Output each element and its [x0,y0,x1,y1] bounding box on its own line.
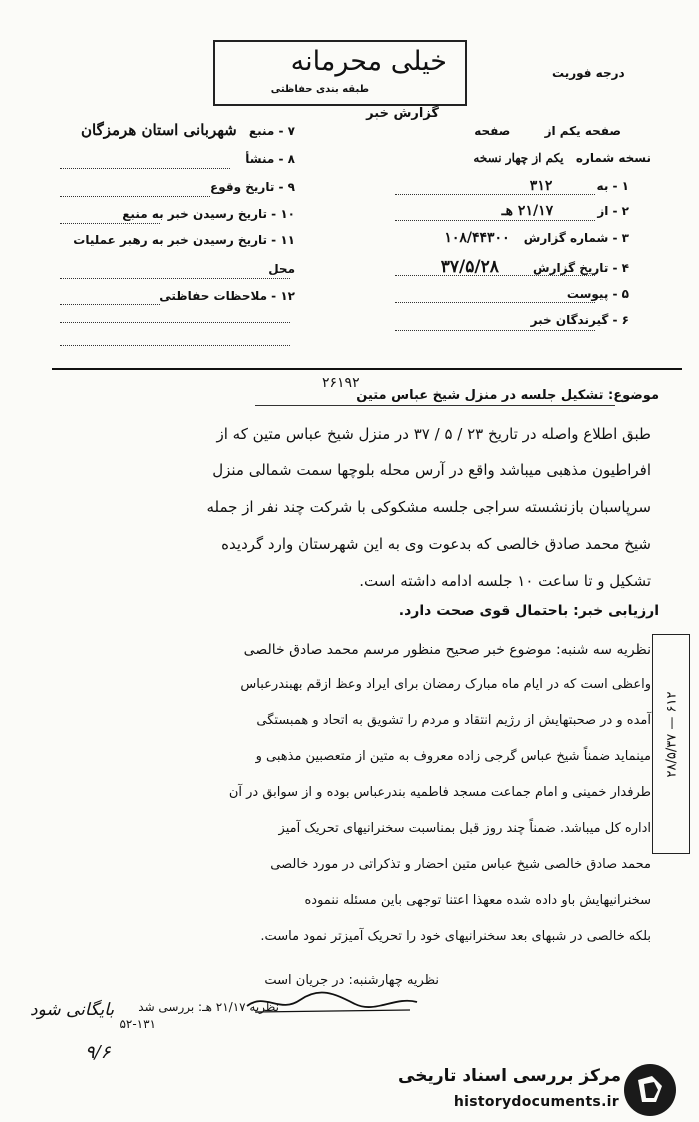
assessment-line: ارزیابی خبر: باحتمال قوی صحت دارد. [398,603,659,619]
signature-scribble [245,988,420,1016]
analysis-line-8: سخنرانیهایش باو داده شده معهذا اعتنا توجهی باین مسئله ننموده [304,893,651,908]
field-value: ۱۰۸/۴۴۳۰۰ [444,230,510,246]
attachment-field [567,287,629,301]
field-value: ۳۷/۵/۲۸ [440,257,499,277]
subject-line: موضوع: تشکیل جلسه در منزل شیخ عباس متین [356,388,659,403]
field-label: ۹ - تاریخ وقوع [210,180,295,194]
field-value: شهربانی استان هرمزگان [81,121,237,139]
stamp-subtitle: طبقه بندی حفاظتی [270,84,369,95]
body-line-3: سرپاسبان بازنشسته سراجی جلسه مشکوکی با شرکت چند نفر از جمله [206,498,651,516]
field-label: نسخه شماره [575,151,651,165]
classification-stamp [213,40,467,106]
field-label: ۷ - منبع [248,124,295,138]
report-date-field [441,257,629,277]
location-field [268,262,295,276]
urgency-label: درجه فوریت [552,66,625,80]
field-label: ۳ - شماره گزارش [523,231,629,245]
report-number-field [444,230,629,246]
site-url[interactable]: historydocuments.ir [453,1094,619,1110]
handwritten-note: بایگانی شود [30,1000,115,1020]
source-field [81,121,295,139]
org-name: مرکز بررسی اسناد تاریخی [398,1066,621,1086]
field-value: ۳۱۲ [529,178,553,194]
field-label: ۸ - منشأ [245,152,295,166]
analysis-line-7: محمد صادق خالصی شیخ عباس متین احضار و تذکراتی در مورد خالصی [270,857,651,872]
occurrence-date-field [210,180,295,194]
separator-line [52,368,682,370]
protection-notes-field [159,289,295,303]
page-field [474,124,621,138]
report-type-title: گزارش خبر [366,106,439,121]
body-line-1: طبق اطلاع واصله در تاریخ ۲۳ / ۵ / ۳۷ در منزل شیخ عباس متین که از [216,425,651,443]
body-line-5: تشکیل و تا ساعت ۱۰ جلسه ادامه داشته است. [359,572,651,590]
copy-number-field [473,151,651,165]
analysis-line-5: طرفدار خمینی و امام جماعت مسجد فاطمیه بندرعباس بوده و از سوابق در آن [228,785,651,800]
archive-logo-icon [622,1062,678,1118]
field-value: ۲۱/۱۷ هـ [501,203,554,219]
field-label: ۱۱ - تاریخ رسیدن خبر به رهبر عملیات [73,233,295,247]
body-line-4: شیخ محمد صادق خالصی که بدعوت وی به این شهرستان وارد گردیده [221,535,651,553]
leader-receipt-date-field [73,233,295,247]
field-label: ۶ - گیرندگان خبر [530,313,629,327]
field-label: ۵ - پیوست [566,287,629,301]
origin-field [245,152,295,166]
field-value: یکم از چهار نسخه [473,151,564,165]
to-field [530,178,629,194]
field-label: ۴ - تاریخ گزارش [533,261,629,275]
analysis-line-4: مینماید ضمناً شیخ عباس گرجی زاده معروف به متین از متعصبین مذهبی و [255,749,651,764]
analysis-line-6: اداره کل میباشد. ضمناً چند روز قبل بمناسبت سخنرانیهای تحریک آمیز [278,821,651,836]
body-line-2: افراطیون مذهبی میباشد واقع در آرس محله بلوچها سمت شمالی منزل [212,461,651,479]
file-number: ۲۶۱۹۲ [322,375,360,391]
handwritten-signoff: ۹/۶ [85,1042,111,1063]
receipt-stamp [652,634,690,854]
field-label: ۱ - به [596,179,629,193]
receipt-stamp-text: ۲۸/۵/۳۷ — ۶۱۲ [664,691,680,778]
field-label: ۲ - از [597,204,629,218]
from-field [502,203,629,219]
analysis-line-9: بلکه خالصی در شبهای بعد سخنرانیهای خود را تحریک آمیزتر نمود ماست. [260,929,651,944]
field-label: صفحه یکم از [544,124,621,138]
field-value: صفحه [474,124,511,138]
recipients-field [531,313,629,327]
field-label: ۱۲ - ملاحظات حفاظتی [159,289,295,303]
source-receipt-date-field [122,207,295,221]
stamp-main-text: خیلی محرمانه [290,46,447,77]
wednesday-opinion: نظریه چهارشنبه: در جریان است [264,973,439,988]
field-label: محل [268,262,295,276]
field-label: ۱۰ - تاریخ رسیدن خبر به منبع [122,207,295,221]
analysis-line-1: نظریه سه شنبه: موضوع خبر صحیح منظور مرسم محمد صادق خالصی [243,642,651,658]
reference-number: ۵۲-۱۳۱ [119,1017,156,1031]
analysis-line-2: واعظی است که در ایام ماه مبارک رمضان برای ایراد وعظ ازقم بهبندرعباس [240,677,651,692]
analysis-line-3: آمده و در صحبتهایش از رژیم انتقاد و مردم را تشویق به اتحاد و همبستگی [256,713,651,728]
reference-opinion: نظریه ۲۱/۱۷ هـ: بررسی شد [138,1000,279,1014]
